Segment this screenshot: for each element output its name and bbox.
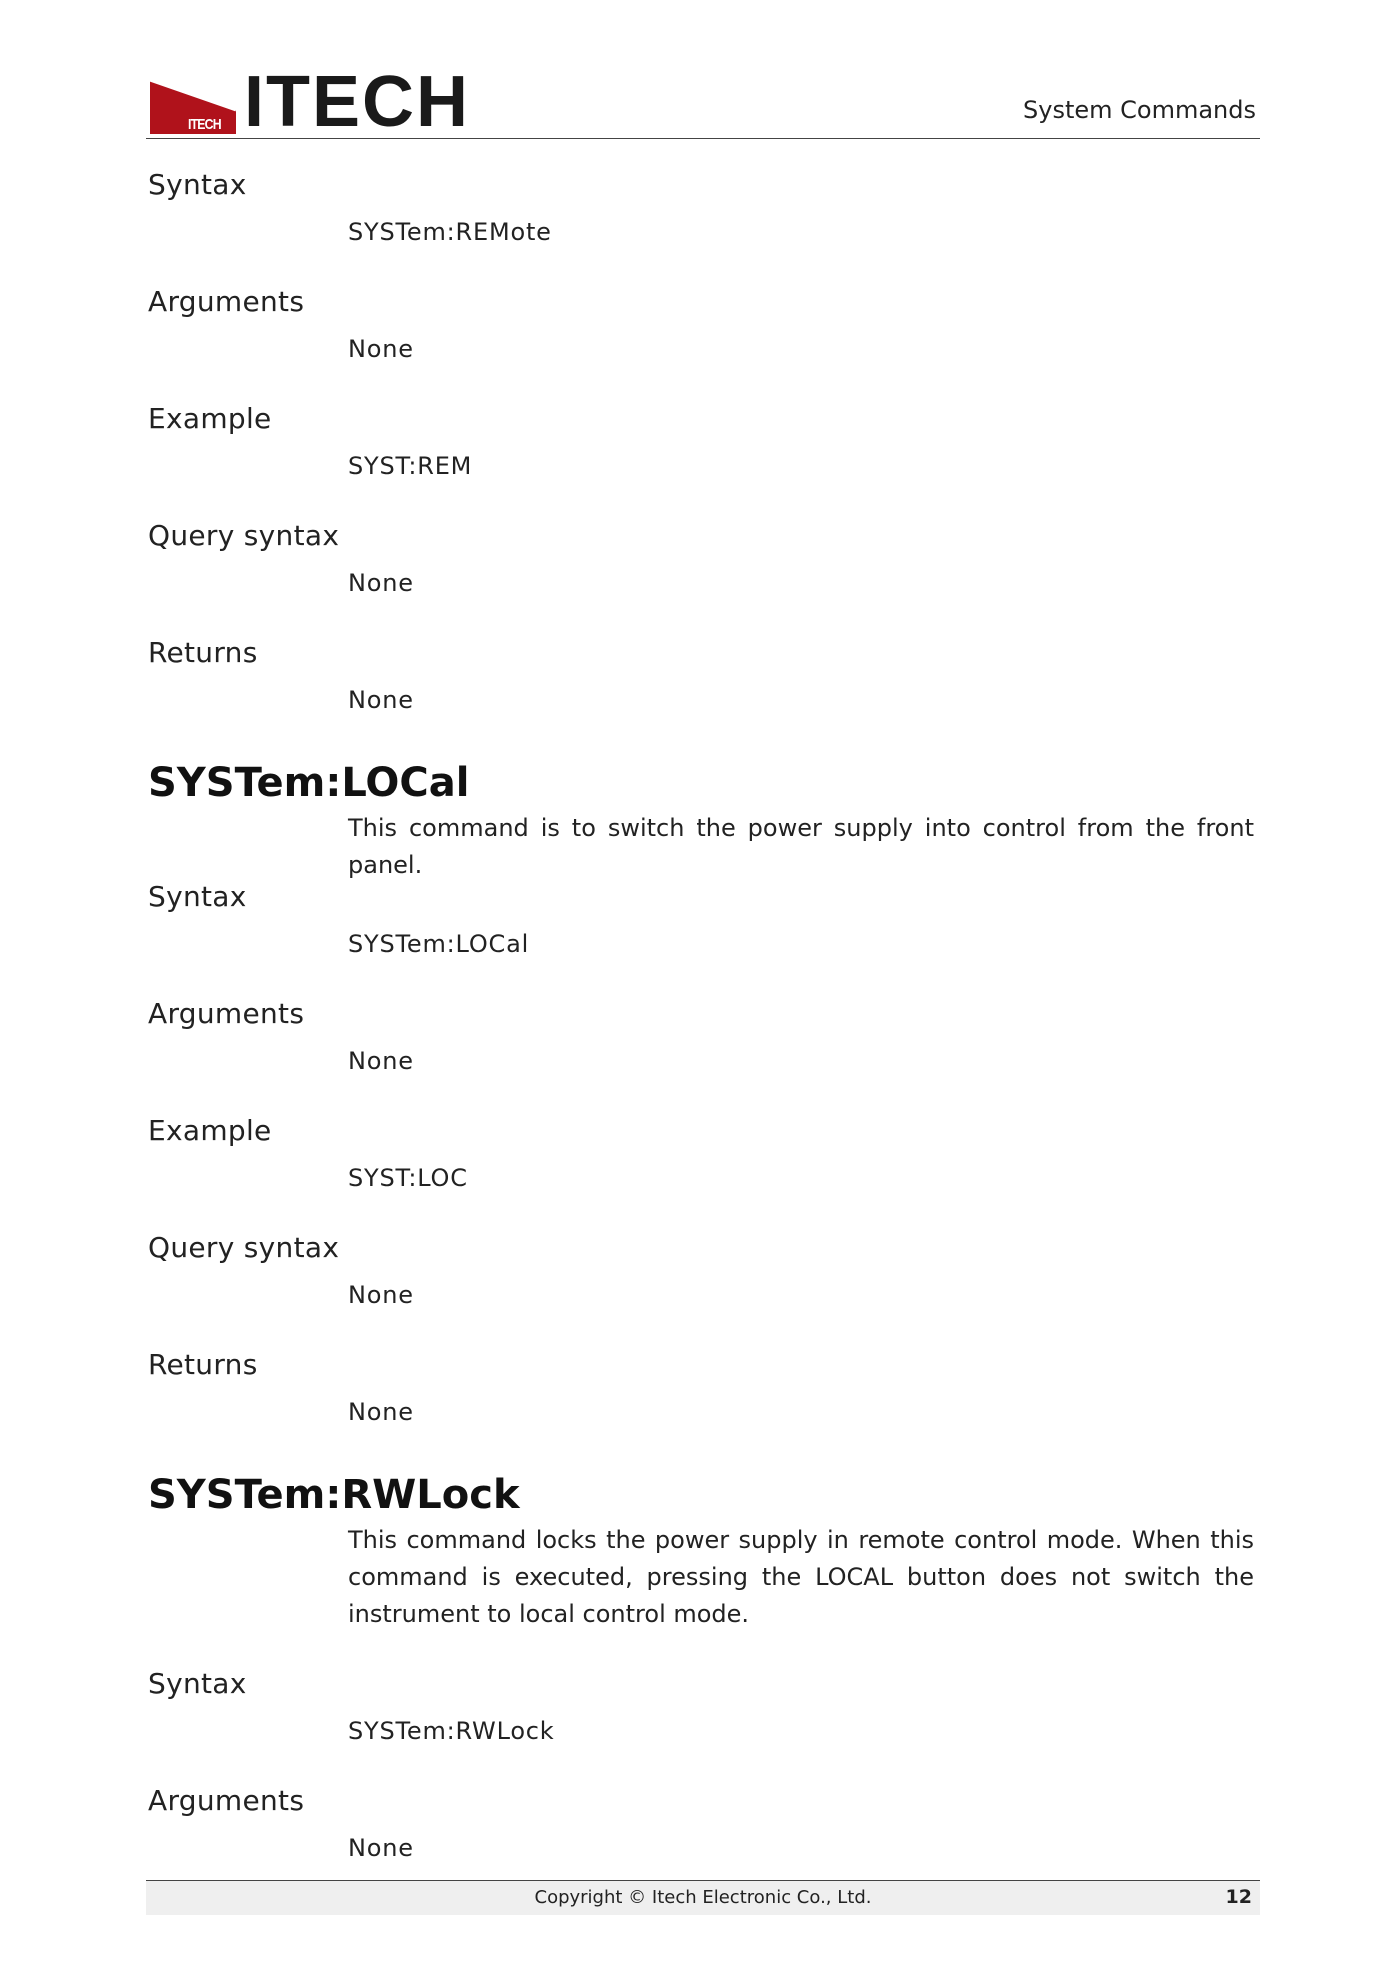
example-value: SYST:LOC: [348, 1164, 468, 1192]
command-title-rwlock: SYSTem:RWLock: [148, 1472, 520, 1518]
section-title: System Commands: [1023, 96, 1256, 124]
page-header: [146, 62, 1260, 142]
syntax-label: Syntax: [148, 168, 247, 201]
logo-box-label: ITECH: [188, 116, 221, 133]
example-value: SYST:REM: [348, 452, 473, 480]
returns-value: None: [348, 1398, 414, 1426]
syntax-value: SYSTem:RWLock: [348, 1717, 555, 1745]
returns-label: Returns: [148, 636, 258, 669]
query-syntax-label: Query syntax: [148, 1231, 340, 1264]
logo-emblem: [150, 80, 236, 134]
query-syntax-value: None: [348, 1281, 414, 1309]
arguments-value: None: [348, 335, 414, 363]
arguments-value: None: [348, 1834, 414, 1862]
syntax-value: SYSTem:LOCal: [348, 930, 530, 958]
arguments-label: Arguments: [148, 997, 305, 1030]
arguments-value: None: [348, 1047, 414, 1075]
returns-label: Returns: [148, 1348, 258, 1381]
command-title-local: SYSTem:LOCal: [148, 760, 470, 806]
syntax-value: SYSTem:REMote: [348, 218, 552, 246]
command-description-local: This command is to switch the power supply into control from the front panel.: [348, 814, 1254, 879]
syntax-label: Syntax: [148, 1667, 247, 1700]
logo-wordmark: ITECH: [244, 62, 470, 142]
arguments-label: Arguments: [148, 1784, 305, 1817]
arguments-label: Arguments: [148, 285, 305, 318]
example-label: Example: [148, 402, 272, 435]
query-syntax-value: None: [348, 569, 414, 597]
command-description-rwlock: This command locks the power supply in remote control mode. When this command is executed, pressing the LOCAL button does not switch the instrument to local control mode.: [348, 1526, 1254, 1628]
example-label: Example: [148, 1114, 272, 1147]
returns-value: None: [348, 686, 414, 714]
page-number: 12: [1225, 1886, 1252, 1908]
page-footer: [146, 1880, 1260, 1915]
copyright-text: Copyright © Itech Electronic Co., Ltd.: [534, 1887, 872, 1908]
query-syntax-label: Query syntax: [148, 519, 340, 552]
syntax-label: Syntax: [148, 880, 247, 913]
itech-logo: [150, 62, 470, 142]
